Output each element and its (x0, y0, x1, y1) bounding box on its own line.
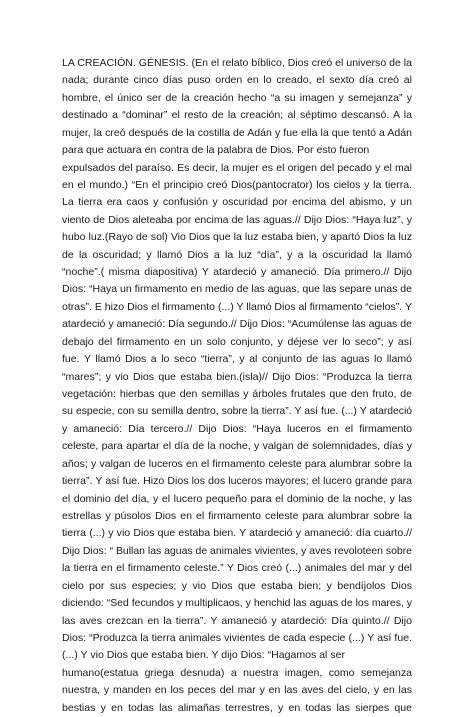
text-line: “noche”.( misma diapositiva) Y atardeció y amaneció. Día primero.// Dijo (62, 266, 412, 279)
text-line: tierra (...) y vio Dios que estaba bien. Y atardeció y amaneció: día cuarto.// (62, 527, 412, 540)
text-line: hubo luz.(Rayo de sol) Vio Dios que la luz estaba bien, y apartó Dios la luz (62, 231, 412, 244)
text-line: diciendo: “Sed fecundos y multiplicaos, y henchid las aguas de los mares, y (62, 598, 412, 610)
text-line: tierra”. Y así fue. Hizo Dios los dos luceros mayores; el lucero grande para (62, 475, 412, 488)
text-line: en el mundo.) “En el principio creó Dios(pantocrator) los cielos y la tierra. (62, 178, 412, 191)
text-line: el dominio del día, y el lucero pequeño para el dominio de la noche, y las (62, 492, 412, 505)
text-line: años; y valgan de luceros en el firmamento celeste para alumbrar sobre la (62, 457, 412, 470)
text-line: cielo por sus especies; y vio Dios que estaba bien; y bendíjolos Dios (62, 579, 412, 592)
text-line: fue. Y llamó Dios a lo seco “tierra”, y al conjunto de las aguas lo llamó (62, 353, 412, 366)
text-line: hombre, el único ser de la creación hecho “a su imagen y semejanza” y (62, 91, 412, 104)
text-line: otras”. E hizo Dios el firmamento (...) Y llamó Dios al firmamento “cielos”. Y (62, 300, 412, 313)
text-line: vegetación: hierbas que den semillas y árboles frutales que den fruto, de (62, 388, 412, 401)
text-line: de la oscuridad; y llamó Dios a la luz “día”, y a la oscuridad la llamó (62, 248, 412, 261)
text-line: nuestra, y manden en los peces del mar y en las aves del cielo, y en las (62, 684, 412, 697)
text-line: debajo del firmamento en un solo conjunto, y déjese ver lo seco”; y así (62, 335, 412, 348)
text-line: bestias y en todas las alimañas terrestres, y en todas las sierpes que (62, 701, 412, 714)
text-line: viento de Dios aleteaba por encima de las aguas.// Dijo Dios: “Haya luz”, y (62, 213, 412, 226)
text-line: celeste, para apartar el día de la noche, y valgan de solemnidades, días y (62, 440, 412, 453)
text-line: estrellas y púsolos Dios en el firmamento celeste para alumbrar sobre la (62, 509, 412, 522)
text-line: La tierra era caos y confusión y oscuridad por encima del abismo, y un (62, 196, 412, 209)
text-line: su especie, con su semilla dentro, sobre la tierra”. Y así fue. (...) Y atardeció (62, 406, 412, 418)
text-line: la tierra en el firmamento celeste.” Y Dios creó (...) animales del mar y del (62, 562, 412, 575)
text-line: atardeció y amaneció: Día segundo.// Dijo Dios: “Acumúlense las aguas de (62, 318, 412, 331)
text-line: “mares”; y vio Dios que estaba bien.(isla)// Dijo Dios: “Produzca la tierra (62, 370, 412, 383)
text-line: para que actuara en contra de la palabra de Dios. Por esto fueron (62, 144, 370, 157)
text-line: humano(estatua griega desnuda) a nuestra imagen, como semejanza (62, 666, 412, 679)
text-line: mujer, la creó después de la costilla de Adán y fue ella la que tentó a Adán (62, 126, 412, 139)
text-line: LA CREACIÓN. GÉNESIS. (En el relato bíblico, Dios creó el universo de la (62, 57, 412, 69)
text-line: las aves crezcan en la tierra”. Y amaneció y atardeció: Día quinto.// Dijo (62, 614, 412, 627)
text-line: nada; durante cinco días puso orden en lo creado, el sexto día creó al (62, 74, 412, 87)
text-line: y amaneció: Día tercero.// Dijo Dios: “Haya luceros en el firmamento (62, 422, 412, 435)
text-line: (...) Y vio Dios que estaba bien. Y dijo Dios: “Hagamos al ser (62, 649, 345, 662)
text-line: destinado a “dominar” el resto de la creación; al séptimo descansó. A la (62, 109, 412, 122)
body-text (62, 55, 412, 717)
text-line: expulsados del paraíso. Es decir, la mujer es el origen del pecado y el mal (62, 161, 412, 174)
text-line: Dijo Dios: “ Bullan las aguas de animales vivientes, y aves revoloteen sobre (62, 545, 412, 557)
text-line: Dios: “Haya un firmamento en medio de las aguas, que las separe unas de (62, 283, 413, 296)
text-line: Dios: “Produzca la tierra animales vivientes de cada especie (...) Y así fue. (62, 631, 412, 644)
